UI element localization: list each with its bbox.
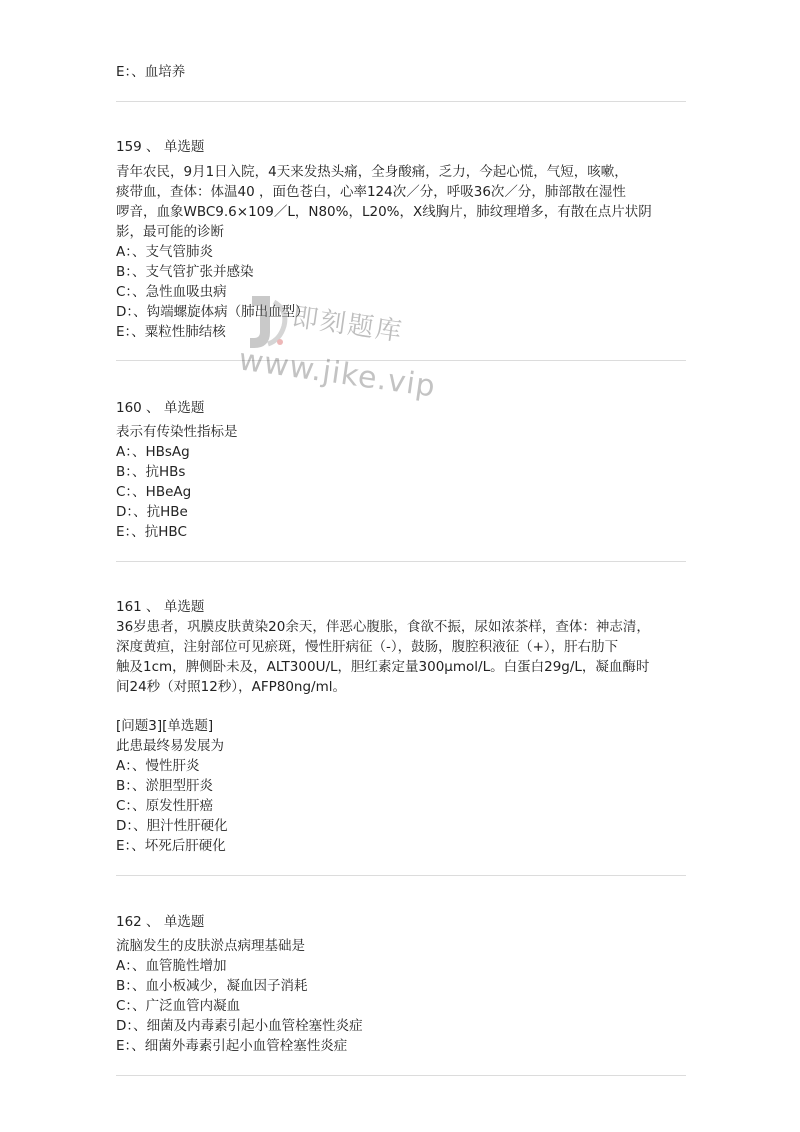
option-c[interactable]: C：、急性血吸虫病	[116, 284, 227, 300]
option-c[interactable]: C：、原发性肝癌	[116, 798, 214, 814]
question-stem-line: 间24秒（对照12秒），AFP80ng/ml。	[116, 679, 347, 695]
sub-question-stem: 此患最终易发展为	[116, 738, 224, 754]
option-a[interactable]: A：、血管脆性增加	[116, 958, 227, 974]
option-a[interactable]: A：、支气管肺炎	[116, 244, 213, 260]
question-stem-line: 深度黄疸，注射部位可见瘀斑，慢性肝病征（-），鼓肠，腹腔积液征（+），肝右肋下	[116, 639, 619, 655]
option-e[interactable]: E：、抗HBC	[116, 524, 187, 540]
option-c[interactable]: C：、广泛血管内凝血	[116, 998, 241, 1014]
question-stem-line: 啰音，血象WBC9.6×109／L，N80%，L20%，X线胸片，肺纹理增多，有散在点片状阴	[116, 204, 652, 220]
question-header: 160 、 单选题	[116, 400, 205, 416]
option-a[interactable]: A：、HBsAg	[116, 444, 190, 460]
option-b[interactable]: B：、淤胆型肝炎	[116, 778, 214, 794]
sub-question-header: [问题3][单选题]	[116, 718, 214, 734]
divider	[116, 561, 686, 562]
watermark-url: www.jike.vip	[236, 342, 438, 405]
option-b[interactable]: B：、抗HBs	[116, 464, 186, 480]
option-d[interactable]: D：、胆汁性肝硬化	[116, 818, 228, 834]
option-c[interactable]: C：、HBeAg	[116, 484, 192, 500]
option-d[interactable]: D：、钩端螺旋体病（肺出血型）	[116, 304, 309, 320]
option-e[interactable]: E：、坏死后肝硬化	[116, 838, 226, 854]
question-header: 162 、 单选题	[116, 914, 205, 930]
watermark-text: 即刻题库	[290, 302, 406, 348]
divider	[116, 101, 686, 102]
option-a[interactable]: A：、慢性肝炎	[116, 758, 200, 774]
option-e[interactable]: E：、细菌外毒素引起小血管栓塞性炎症	[116, 1038, 348, 1054]
question-stem-line: 表示有传染性指标是	[116, 424, 238, 440]
option-b[interactable]: B：、血小板减少，凝血因子消耗	[116, 978, 308, 994]
divider	[116, 360, 686, 361]
question-stem-line: 流脑发生的皮肤淤点病理基础是	[116, 938, 305, 954]
question-header: 159 、 单选题	[116, 139, 205, 155]
option-d[interactable]: D：、抗HBe	[116, 504, 188, 520]
question-stem-line: 影，最可能的诊断	[116, 224, 224, 240]
question-stem-line: 触及1cm，脾侧卧未及，ALT300U/L，胆红素定量300μmol/L。白蛋白29g/L，凝血酶时	[116, 659, 650, 675]
question-stem-line: 36岁患者，巩膜皮肤黄染20余天，伴恶心腹胀，食欲不振，尿如浓茶样，查体：神志清，	[116, 619, 650, 635]
option-e: E：、血培养	[116, 64, 186, 80]
question-stem-line: 青年农民，9月1日入院，4天来发热头痛，全身酸痛，乏力，今起心慌，气短，咳嗽，	[116, 164, 628, 180]
option-b[interactable]: B：、支气管扩张并感染	[116, 264, 254, 280]
question-stem-line: 痰带血，查体：体温40 ，面色苍白，心率124次／分，呼吸36次／分，肺部散在湿性	[116, 184, 626, 200]
option-d[interactable]: D：、细菌及内毒素引起小血管栓塞性炎症	[116, 1018, 363, 1034]
option-e[interactable]: E：、粟粒性肺结核	[116, 324, 226, 340]
divider	[116, 875, 686, 876]
divider	[116, 1075, 686, 1076]
question-header: 161 、 单选题	[116, 599, 205, 615]
